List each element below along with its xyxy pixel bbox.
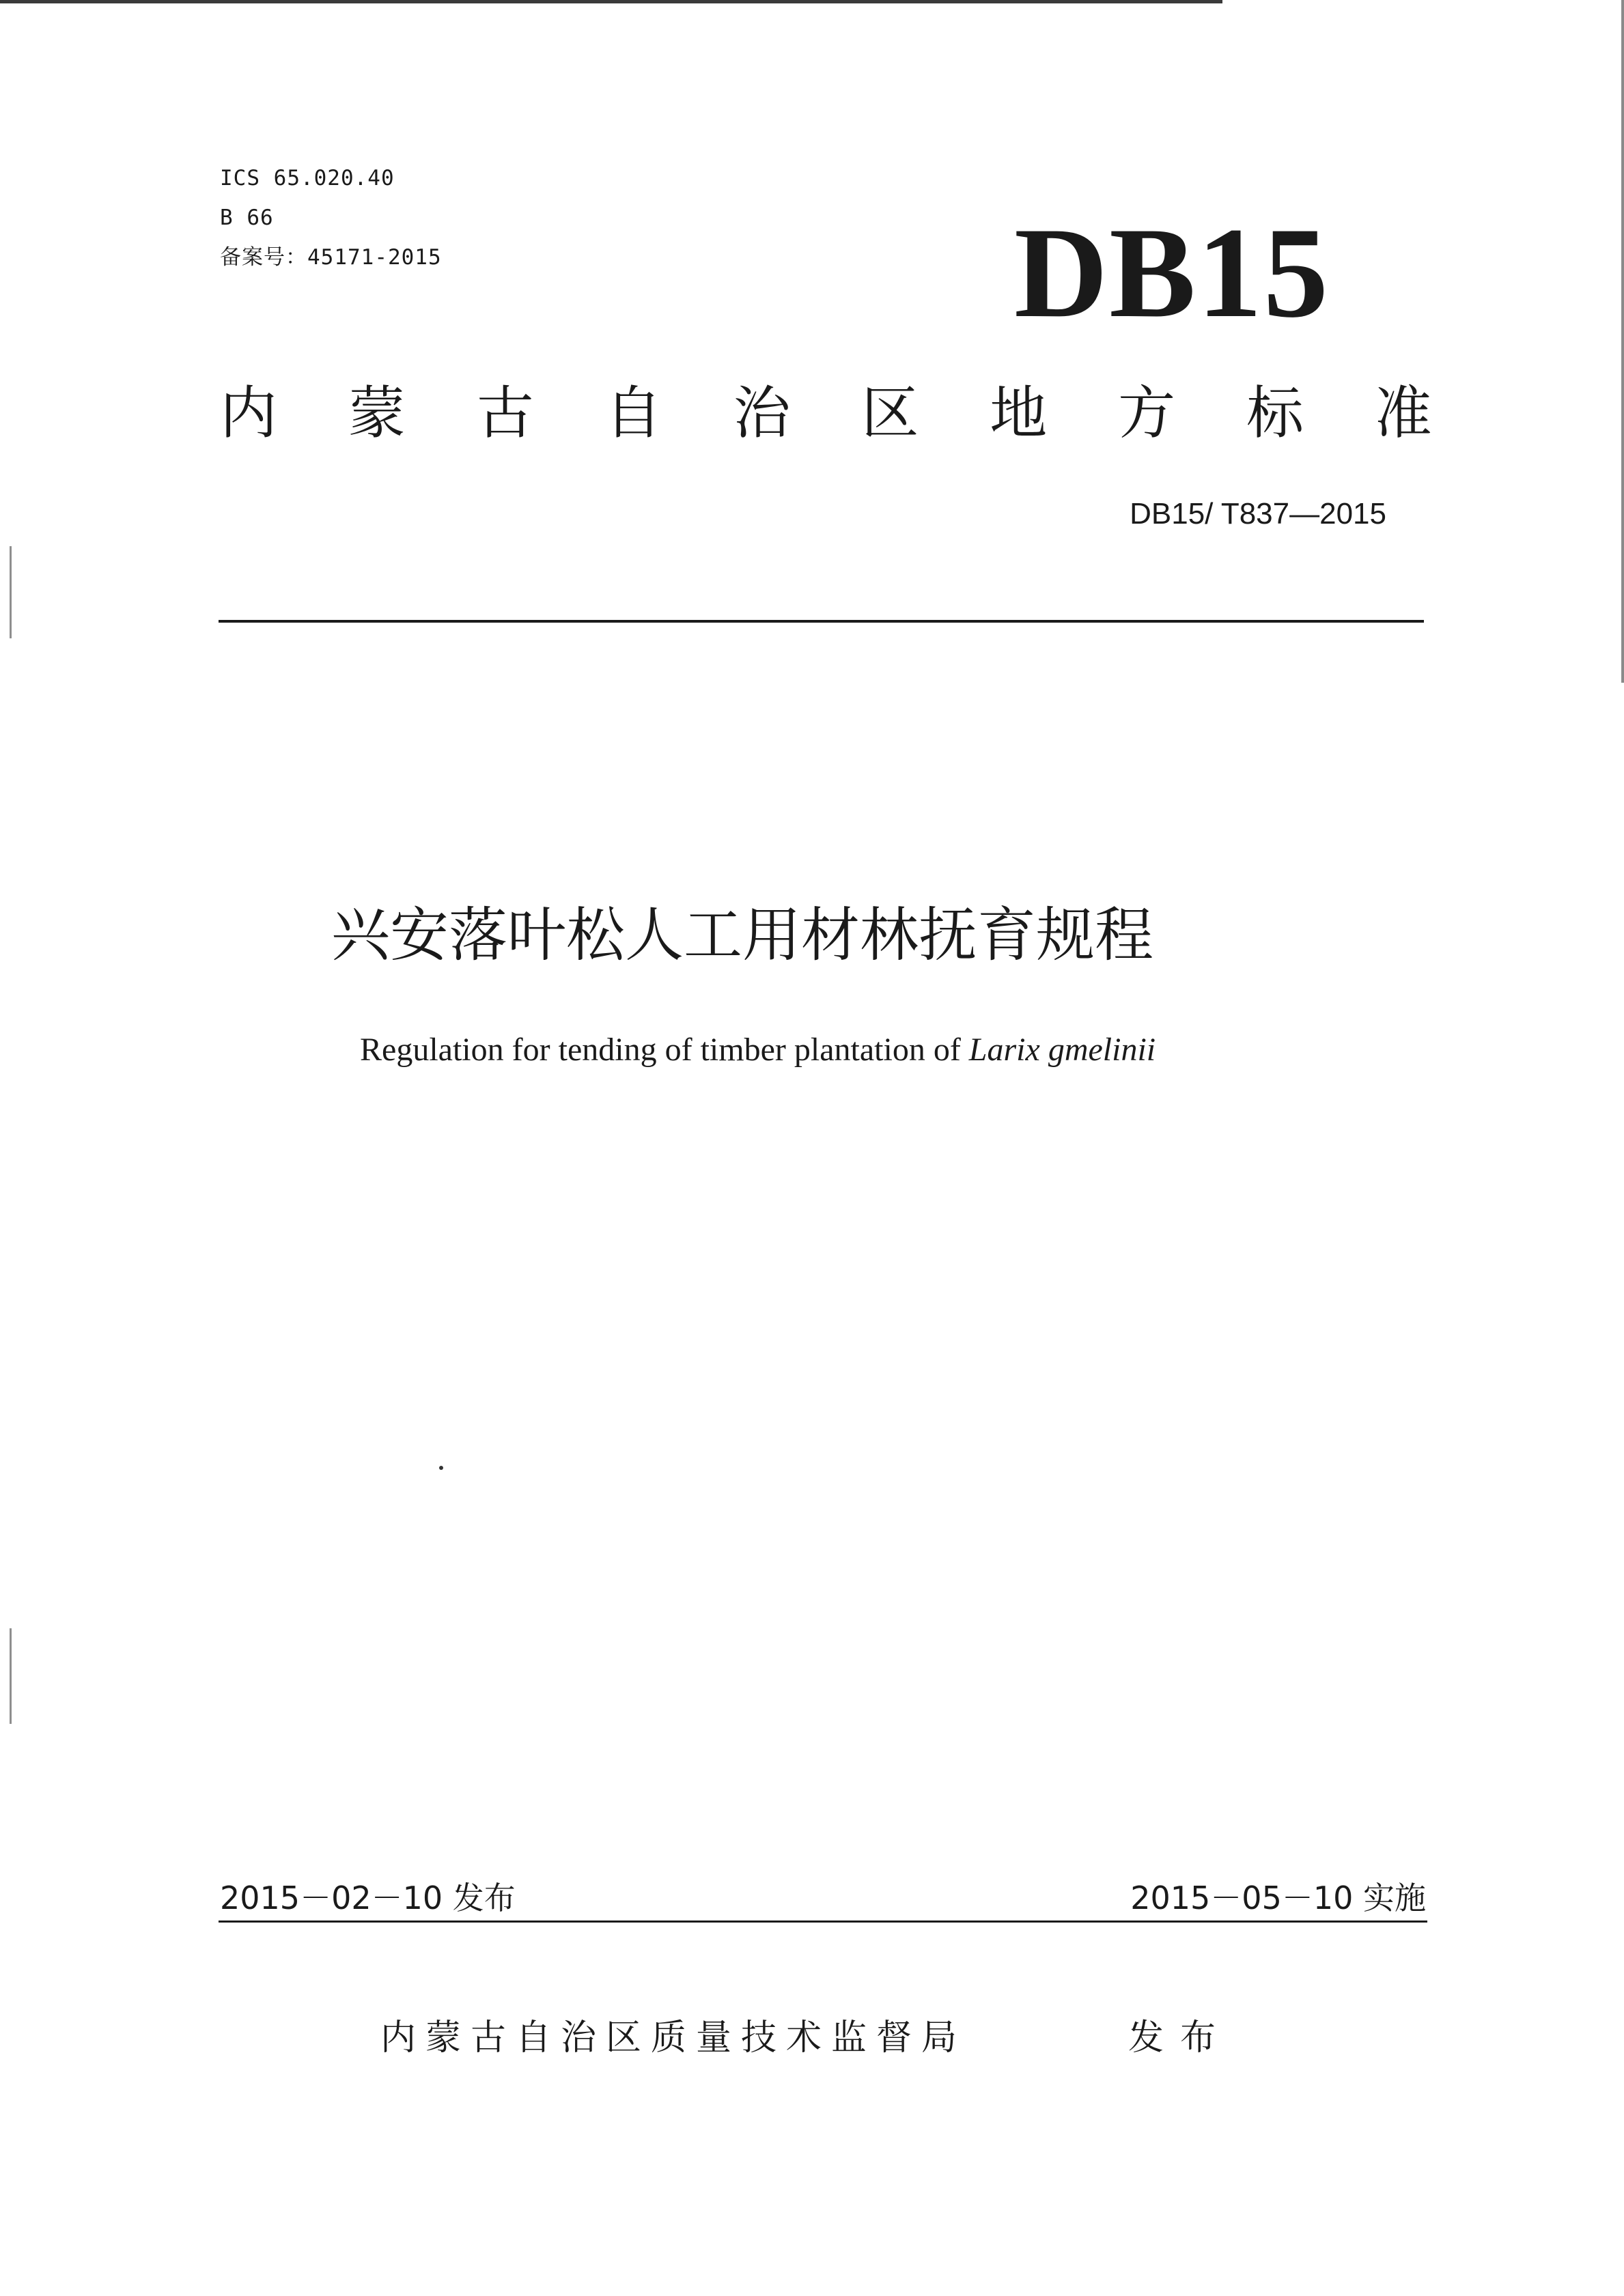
filing-number: 备案号：45171-2015 (220, 245, 442, 270)
standard-type-char: 区 (861, 380, 919, 447)
ics-code: ICS 65.020.40 (220, 166, 395, 190)
classification-block (220, 158, 442, 277)
standard-type-char: 治 (733, 380, 791, 447)
scan-mark-lower (10, 1628, 12, 1724)
db15-logo: DB15 (1014, 201, 1330, 345)
scan-edge-right (1621, 0, 1624, 683)
scan-edge-top (0, 0, 1222, 3)
scan-mark-upper (10, 546, 12, 638)
document-title-chinese: 兴安落叶松人工用材林抚育规程 (331, 901, 1153, 969)
document-title-english (360, 1028, 1156, 1072)
footer-divider (219, 1921, 1427, 1923)
ccs-code: B 66 (220, 205, 274, 230)
standard-type-char: 蒙 (348, 380, 406, 447)
issuing-authority: 内蒙古自治区质量技术监督局 (380, 2017, 967, 2058)
title-english-text: Regulation for tending of timber plantation of (360, 1032, 969, 1068)
standard-type-char: 古 (476, 380, 534, 447)
standard-type-char: 地 (990, 380, 1048, 447)
standard-type-char: 标 (1246, 380, 1304, 447)
standard-type-char: 自 (604, 380, 662, 447)
implementation-date: 2015－05－10 实施 (1130, 1880, 1426, 1916)
standard-type-char: 内 (220, 380, 278, 447)
standard-number: DB15/ T837—2015 (1130, 497, 1386, 530)
issue-date: 2015－02－10 发布 (220, 1880, 516, 1916)
issue-label: 发布 (1128, 2017, 1233, 2058)
header-divider (219, 620, 1424, 623)
standard-type-heading (220, 379, 1432, 447)
species-name: Larix gmelinii (968, 1032, 1156, 1068)
scan-speck (439, 1466, 443, 1470)
standard-type-char: 准 (1374, 380, 1432, 447)
standard-type-char: 方 (1118, 380, 1176, 447)
